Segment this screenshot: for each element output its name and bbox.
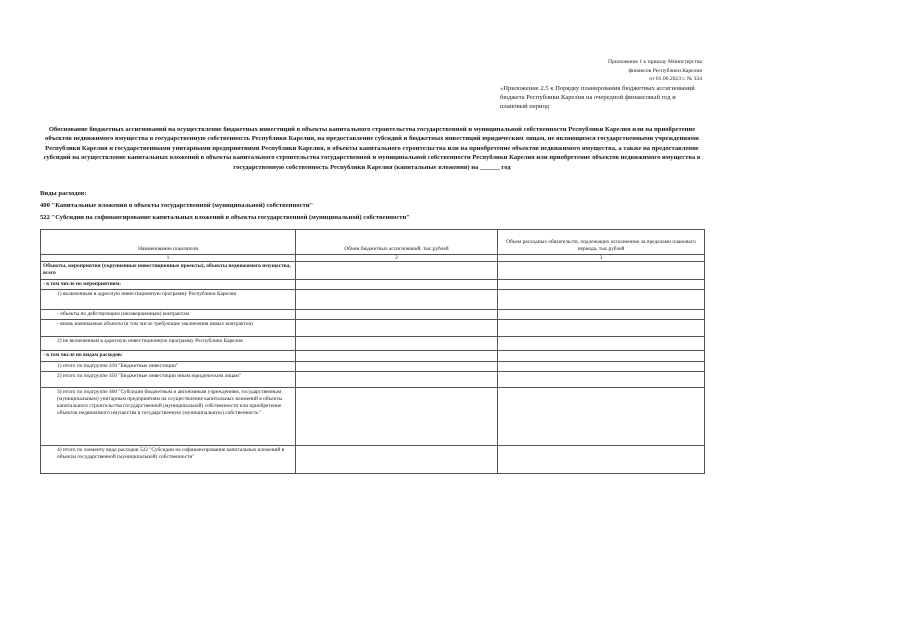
annex-note: «Приложение 2.5 к Порядку планирования бюджетных ассигнований бюджета Республики Карелия на очередной финансовый год и плановый период — [500, 85, 695, 110]
document-title: Обоснование бюджетных ассигнований на осуществление бюджетных инвестиций в объекты капитального строительства государственной и муниципальной собственности Республики Карелия или на приобретение объектов недвижимого имущества в государственную собственность Республики Карелия, на предоставление субсидий и бюджетных инвестиций юридическим лицам, не являющимся государственными учреждениями Республики Карелия и государственными унитарными предприятиями Республики Карелия, в объекты капитального строительства или на приобретение объектов недвижимого имущества, а также на предоставление субсидий на осуществление капитальных вложений в объекты капитального строительства государственной и муниципальной собственности Республики Карелия или приобретение объектов недвижимого имущества в государственную собственность Республики Карелия (капитальные вложения) на ______ год — [43, 126, 701, 171]
row-cell — [296, 290, 498, 310]
row-cell — [296, 362, 498, 372]
header-indicator-name: Наименование показателя — [41, 230, 296, 255]
row-label: 3) итого по подгруппе 460 "Субсидии бюджетным и автономным учреждениям, государственным (муниципальным) унитарным предприятиям на осуществление капитальных вложений в объекты капитального строительства государственной (муниципальной) собственности или приобретение объектов недвижимого имущества в государственную (муниципальную) собственность" — [41, 388, 296, 446]
appendix-line: от 01.06.2023 г. № 334 — [649, 76, 702, 82]
row-cell — [296, 310, 498, 320]
appendix-note — [482, 58, 702, 84]
table-row — [41, 320, 705, 337]
header-obligations-volume: Объем расходных обязательств, подлежащих исполнению за пределами планового периода, тыс.рублей — [498, 230, 705, 255]
table-row — [41, 388, 705, 446]
table-row — [41, 337, 705, 351]
row-cell — [498, 310, 705, 320]
row-cell — [296, 320, 498, 337]
row-cell — [296, 388, 498, 446]
table-row — [41, 362, 705, 372]
row-cell — [498, 446, 705, 474]
row-label: - в том числе по видам расходов: — [41, 351, 296, 362]
row-label: 2) итого по подгруппе 450 "Бюджетные инвестиции иным юридическим лицам" — [41, 372, 296, 388]
expense-type-item: 522 "Субсидии на софинансирование капитальных вложений в объекты государственной (муниципальной) собственности" — [40, 214, 410, 221]
expense-type-item: 400 "Капитальные вложения в объекты государственной (муниципальной) собственности" — [40, 202, 314, 209]
column-number: 1 — [41, 255, 296, 262]
row-cell — [498, 362, 705, 372]
appendix-line: Приложение 1 к приказу Министерства — [607, 59, 702, 65]
table-number-row — [41, 255, 705, 262]
row-cell — [498, 337, 705, 351]
row-cell — [296, 351, 498, 362]
table-row — [41, 372, 705, 388]
table-row — [41, 262, 705, 280]
table-row — [41, 446, 705, 474]
row-label: - вновь начинаемые объекты (в том числе требующие заключения новых контрактов) — [41, 320, 296, 337]
row-label: 4) итого по элементу вида расходов 522 "Субсидии на софинансирование капитальных вложений в объекты государственной (муниципальной) собственности" — [41, 446, 296, 474]
row-label: Объекты, мероприятия (укрупненные инвестиционные проекты), объекты недвижимого имущества, всего — [41, 262, 296, 280]
row-label: 1) итого по подгруппе 410 "Бюджетные инвестиции" — [41, 362, 296, 372]
row-cell — [498, 262, 705, 280]
appendix-line: финансов Республики Карелия — [628, 67, 702, 74]
row-cell — [296, 280, 498, 290]
column-number: 3 — [498, 255, 705, 262]
row-label: 1) включенным в адресную инвестиционную программу Республики Карелия — [41, 290, 296, 310]
row-cell — [498, 388, 705, 446]
table-row — [41, 351, 705, 362]
row-cell — [296, 372, 498, 388]
row-cell — [498, 372, 705, 388]
row-cell — [498, 320, 705, 337]
row-cell — [296, 337, 498, 351]
row-cell — [498, 290, 705, 310]
table-row — [41, 310, 705, 320]
row-cell — [498, 280, 705, 290]
row-label: - в том числе по мероприятиям: — [41, 280, 296, 290]
row-cell — [296, 262, 498, 280]
table-header-row — [41, 230, 705, 255]
expense-types — [40, 188, 410, 224]
expense-types-heading: Виды расходов: — [40, 190, 87, 197]
row-label: - объекты по действующим (незавершенным) контрактам — [41, 310, 296, 320]
column-number: 2 — [296, 255, 498, 262]
table-row — [41, 290, 705, 310]
indicators-table — [40, 229, 705, 474]
header-budget-volume: Объем бюджетных ассигнований, тыс.рублей — [296, 230, 498, 255]
row-cell — [296, 446, 498, 474]
row-cell — [498, 351, 705, 362]
row-label: 2) не включенным в адресную инвестиционную программу Республики Карелия — [41, 337, 296, 351]
table-row — [41, 280, 705, 290]
